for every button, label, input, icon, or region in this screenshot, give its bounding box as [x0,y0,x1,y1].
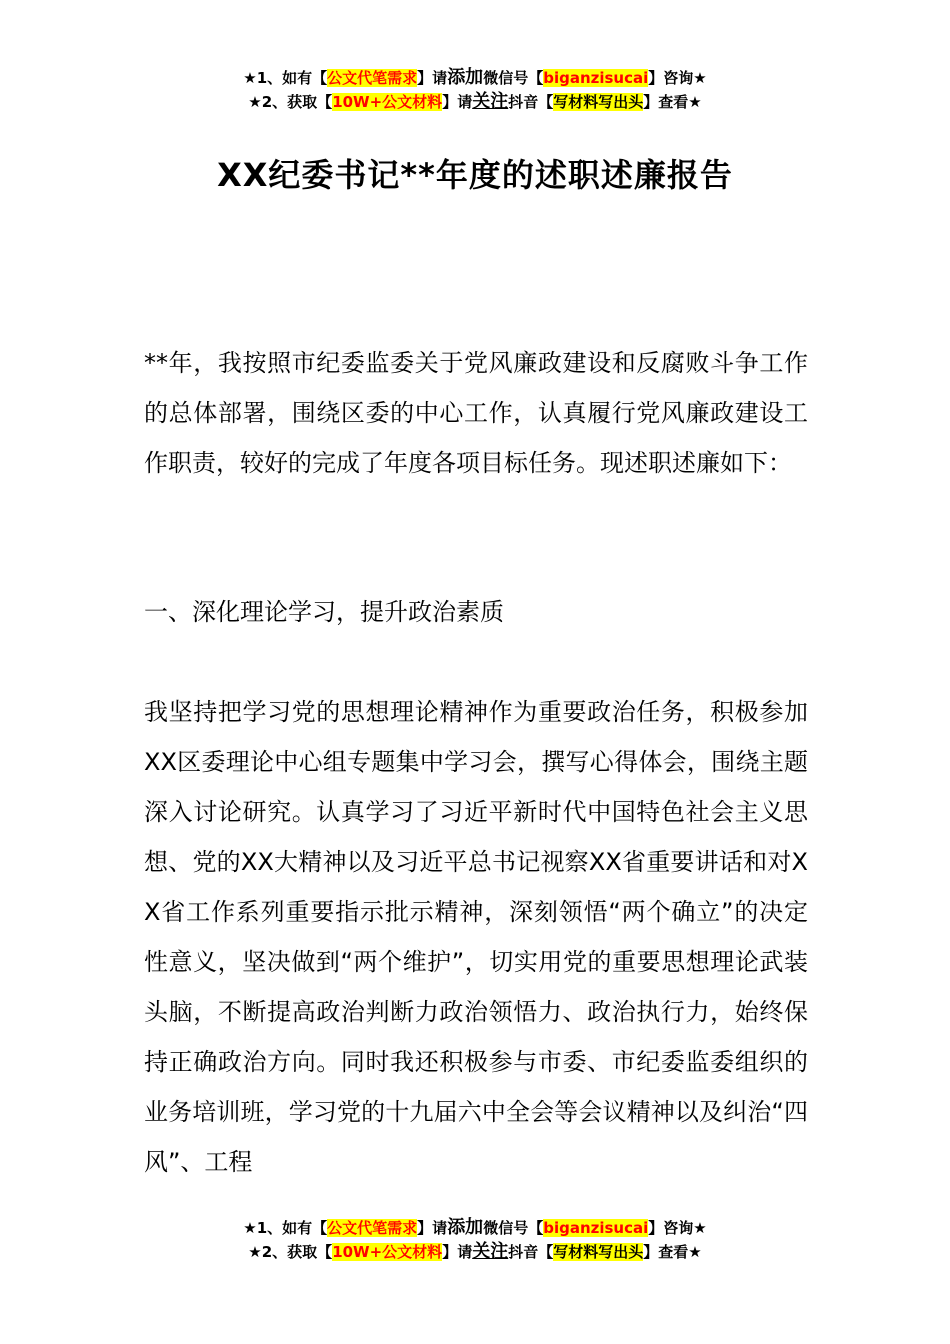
section-1-paragraph: 我坚持把学习党的思想理论精神作为重要政治任务，积极参加XX区委理论中心组专题集中学习会，撰写心得体会，围绕主题深入讨论研究。认真学习了习近平新时代中国特色社会主义思想、党的XX大精神以及习近平总书记视察XX省重要讲话和对XX省工作系列重要指示批示精神，深刻领悟“两个确立”的决定性意义，坚决做到“两个维护”，切实用党的重要思想理论武装头脑，不断提高政治判断力政治领悟力、政治执行力，始终保持正确政治方向。同时我还积极参与市委、市纪委监委组织的业务培训班，学习党的十九届六中全会等会议精神以及纠治“四风”、工程 [144,698,808,1176]
highlight-wechat-id: biganzisucai [543,1219,649,1237]
highlight-wechat-id: biganzisucai [543,69,649,87]
banner-line-2: ★2、获取【10W+公文材料】请关注抖音【写材料写出头】查看★ [248,91,702,112]
highlight-douyin: 写材料写出头 [553,93,644,111]
highlight-service: 公文代笔需求 [327,1219,418,1237]
highlight-service: 公文代笔需求 [327,69,418,87]
section-heading-1: 一、深化理论学习，提升政治素质 [144,598,504,626]
footer-banner [0,1216,950,1264]
header-banner [0,66,950,114]
highlight-materials: 10W+公文材料 [332,93,443,111]
intro-paragraph: **年，我按照市纪委监委关于党风廉政建设和反腐败斗争工作的总体部署，围绕区委的中心工作，认真履行党风廉政建设工作职责，较好的完成了年度各项目标任务。现述职述廉如下： [144,349,808,477]
banner-line-1: ★1、如有【公文代笔需求】请添加微信号【biganzisucai】咨询★ [243,67,707,88]
banner-line-2: ★2、获取【10W+公文材料】请关注抖音【写材料写出头】查看★ [248,1241,702,1262]
highlight-douyin: 写材料写出头 [553,1243,644,1261]
banner-line-1: ★1、如有【公文代笔需求】请添加微信号【biganzisucai】咨询★ [243,1217,707,1238]
document-title: XX纪委书记**年度的述职述廉报告 [217,156,733,194]
highlight-materials: 10W+公文材料 [332,1243,443,1261]
